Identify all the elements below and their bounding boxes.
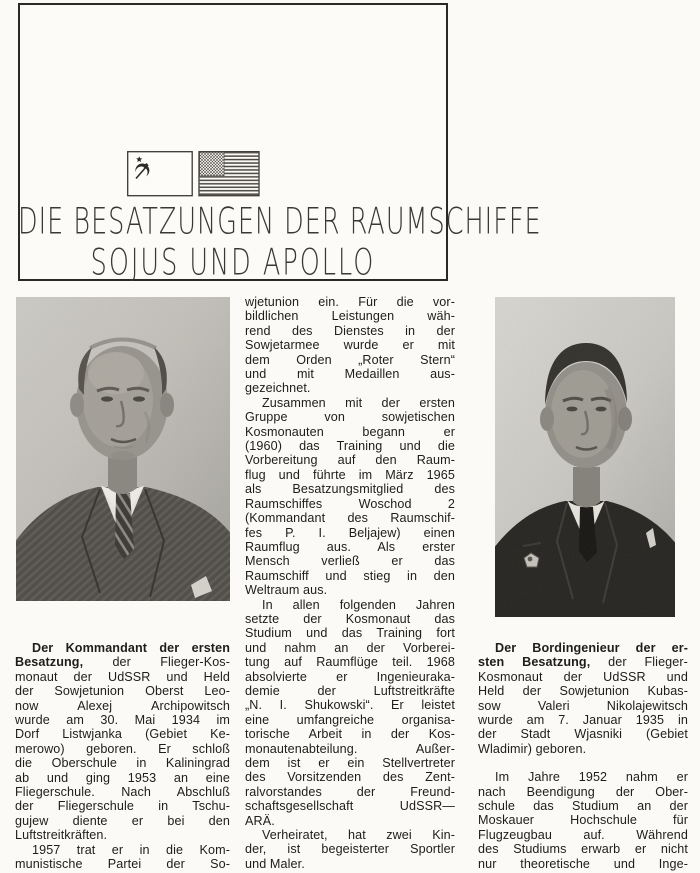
body-text: Raumschiffes Woschod 2 <box>245 496 455 511</box>
body-text: merowo) geboren. Er schloß <box>15 741 230 756</box>
bold-text: sten Besatzung, <box>478 655 591 670</box>
body-text: tung auf Raumflüge teil. 1968 <box>245 655 455 670</box>
kubassow-portrait-photo <box>495 297 675 617</box>
text-line <box>478 727 688 741</box>
text-line <box>245 713 455 727</box>
body-text: Verheiratet, hat zwei Kin- <box>262 828 455 843</box>
body-text: monautenabteilung. Außer- <box>245 741 455 756</box>
body-text: gezeichnet. <box>245 381 311 396</box>
text-line <box>15 814 230 828</box>
text-line <box>245 324 455 338</box>
text-line <box>15 742 230 756</box>
text-line <box>245 338 455 352</box>
body-text: Kosmonauten begann er <box>245 424 455 439</box>
body-text: Mensch verließ er das <box>245 554 455 569</box>
leonow-portrait-photo <box>16 297 230 601</box>
body-text: Dorf Listwjanka (Gebiet Ke- <box>15 727 230 742</box>
body-text: sow Valeri Nikolajewitsch <box>478 698 688 713</box>
body-text: ARÄ. <box>245 813 275 828</box>
body-text: torische Arbeit in der Kos- <box>245 727 455 742</box>
text-line <box>478 770 688 784</box>
paragraph-gap <box>478 756 688 770</box>
text-line <box>15 857 230 871</box>
text-line <box>478 713 688 727</box>
body-text: (Kommandant des Raumschif- <box>245 511 455 526</box>
text-line <box>245 569 455 583</box>
text-line <box>478 799 688 813</box>
text-line <box>245 583 455 597</box>
text-line <box>245 857 455 871</box>
text-line <box>15 641 230 655</box>
text-line <box>15 699 230 713</box>
body-text: Gruppe von sowjetischen <box>245 410 455 425</box>
text-line <box>478 828 688 842</box>
bold-text: Der Kommandant der ersten <box>32 641 230 655</box>
text-line <box>245 727 455 741</box>
body-text: (1960) das Training und die <box>245 439 455 454</box>
text-line <box>245 425 455 439</box>
us-flag-icon <box>199 152 259 196</box>
body-text: Luftstreitkräften. <box>15 828 108 843</box>
text-line <box>478 641 688 655</box>
text-line <box>15 756 230 770</box>
body-text: des Vorsitzenden des Zent- <box>245 770 455 785</box>
body-text: bildlichen Leistungen wäh- <box>245 309 455 324</box>
text-line <box>15 785 230 799</box>
body-text: fes P. I. Beljajew) einen <box>245 525 455 540</box>
body-text: Wladimir) geboren. <box>478 741 587 756</box>
body-text: Im Jahre 1952 nahm er <box>495 770 688 785</box>
body-text: Zusammen mit der ersten <box>262 395 455 410</box>
text-line <box>15 799 230 813</box>
text-line <box>478 785 688 799</box>
text-line <box>245 684 455 698</box>
text-line <box>245 814 455 828</box>
body-text: ab und ging 1953 an eine <box>15 770 230 785</box>
body-text: nach Beendigung der Ober- <box>478 784 688 799</box>
body-text: der Flieger- <box>590 655 688 670</box>
body-text: der Stadt Wjasniki (Gebiet <box>478 727 688 742</box>
text-line <box>15 670 230 684</box>
text-line <box>478 813 688 827</box>
text-line <box>478 684 688 698</box>
text-line <box>245 526 455 540</box>
body-text: Studium und das Training fort <box>245 626 455 641</box>
text-line <box>245 295 455 309</box>
body-text: als Besatzungsmitglied des <box>245 482 455 497</box>
body-text: der Sowjetunion Oberst Leo- <box>15 684 230 699</box>
text-line <box>478 842 688 856</box>
body-text: Moskauer Hochschule für <box>478 813 688 828</box>
body-text: 1957 trat er in die Kom- <box>32 842 230 857</box>
bold-text: Besatzung, <box>15 655 84 670</box>
body-text: dem Orden „Roter Stern“ <box>245 352 455 367</box>
text-line <box>245 742 455 756</box>
body-text: rend des Dienstes in der <box>245 323 455 338</box>
body-text: Weltraum aus. <box>245 583 328 598</box>
body-text: Vorbereitung auf den Raum- <box>245 453 455 468</box>
soviet-flag-icon <box>128 152 193 196</box>
body-text: Raumschiff und stieg in den <box>245 568 455 583</box>
text-line <box>245 756 455 770</box>
text-line <box>245 554 455 568</box>
body-text: und nahm an der Vorberei- <box>245 640 455 655</box>
text-line <box>15 684 230 698</box>
body-text: des Studiums erwarb er nicht <box>478 842 688 857</box>
text-line <box>245 396 455 410</box>
body-text: eine umfangreiche organisa- <box>245 712 455 727</box>
body-text: Held der Sowjetunion Kubas- <box>478 684 688 699</box>
text-line <box>15 771 230 785</box>
text-line <box>478 655 688 669</box>
text-line <box>245 410 455 424</box>
column-right <box>478 641 688 871</box>
text-line <box>478 699 688 713</box>
flags-graphic <box>127 151 260 197</box>
text-line <box>245 828 455 842</box>
body-text: demie der Luftstreitkräfte <box>245 683 455 698</box>
text-line <box>245 468 455 482</box>
text-line <box>245 511 455 525</box>
text-line <box>245 353 455 367</box>
text-line <box>245 670 455 684</box>
body-text: munistische Partei der So- <box>15 857 230 872</box>
text-line <box>15 727 230 741</box>
body-text: der, ist begeisterter Sportler <box>245 842 455 857</box>
text-line <box>478 670 688 684</box>
text-line <box>245 655 455 669</box>
text-line <box>15 655 230 669</box>
text-line <box>478 742 688 756</box>
body-text: der Flieger-Kos- <box>83 655 230 670</box>
text-line <box>245 770 455 784</box>
body-text: und mit Medaillen aus- <box>245 367 455 382</box>
text-line <box>245 381 455 395</box>
text-line <box>245 626 455 640</box>
text-line <box>245 598 455 612</box>
text-line <box>245 641 455 655</box>
text-line <box>245 309 455 323</box>
column-left <box>15 641 230 872</box>
text-line <box>245 540 455 554</box>
body-text: absolvierte er Ingenieuraka- <box>245 669 455 684</box>
page-title-line2: SOJUS UND APOLLO <box>90 241 376 285</box>
body-text: ralvorstandes der Freund- <box>245 784 455 799</box>
body-text: dem ist er ein Stellvertreter <box>245 756 455 770</box>
body-text: Kosmonaut der UdSSR und <box>478 669 688 684</box>
text-line <box>245 612 455 626</box>
body-text: wurde am 7. Januar 1935 in <box>478 713 688 728</box>
body-text: schule das Studium an der <box>478 799 688 814</box>
text-line <box>245 842 455 856</box>
text-line <box>245 698 455 712</box>
text-line <box>245 785 455 799</box>
body-text: gujew diente er bei den <box>15 813 230 828</box>
body-text: flug und führte im März 1965 <box>245 467 455 482</box>
text-line <box>15 713 230 727</box>
body-text: monaut der UdSSR und Held <box>15 669 230 684</box>
text-line <box>478 857 688 871</box>
body-text: Sowjetarmee wurde er mit <box>245 338 455 353</box>
body-text: In allen folgenden Jahren <box>262 597 455 612</box>
text-line <box>245 482 455 496</box>
text-line <box>245 497 455 511</box>
body-text: Flugzeugbau auf. Während <box>478 827 688 842</box>
body-text: now Alexej Archipowitsch <box>15 698 230 713</box>
body-text: die Oberschule in Kaliningrad <box>15 756 230 771</box>
column-middle <box>245 295 455 871</box>
body-text: der Fliegerschule in Tschu- <box>15 799 230 814</box>
body-text: wjetunion ein. Für die vor- <box>245 295 455 309</box>
page-title-line1: DIE BESATZUNGEN DER RAUMSCHIFFE <box>18 200 542 244</box>
body-text: nur theoretische und Inge- <box>478 856 688 871</box>
body-text: „N. I. Shukowski“. Er leistet <box>245 698 455 713</box>
body-text: setzte der Kosmonaut das <box>245 611 455 626</box>
body-text: Fliegerschule. Nach Abschluß <box>15 785 230 800</box>
text-line <box>245 453 455 467</box>
body-text: Raumflug aus. Als erster <box>245 539 455 554</box>
text-line <box>245 799 455 813</box>
body-text: und Maler. <box>245 856 305 871</box>
body-text: wurde am 30. Mai 1934 im <box>15 713 230 728</box>
text-line <box>245 439 455 453</box>
text-line <box>15 843 230 857</box>
body-text: schaftsgesellschaft UdSSR— <box>245 799 455 814</box>
bold-text: Der Bordingenieur der er- <box>495 641 688 655</box>
text-line <box>245 367 455 381</box>
text-line <box>15 828 230 842</box>
